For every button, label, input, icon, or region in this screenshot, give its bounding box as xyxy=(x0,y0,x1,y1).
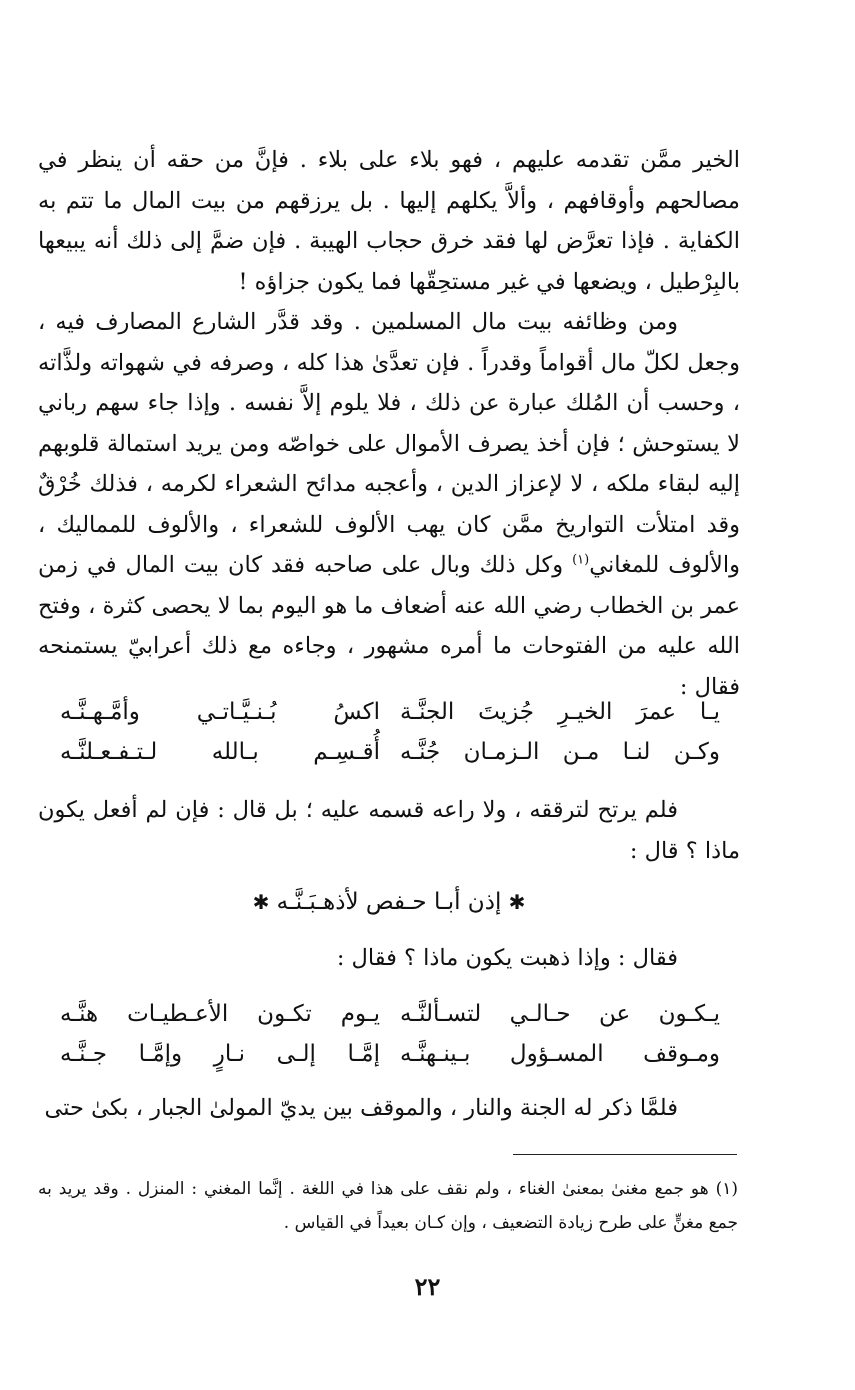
verse-hemistich-right: يـا عمرَ الخيـرِ جُزيتَ الجنَّـة xyxy=(400,699,720,725)
verse-hemistich-right: ومـوقف المسـؤول بـينـهنَّـه xyxy=(400,1041,720,1067)
footnote: (١) هو جمع مغنىٰ بمعنىٰ الغناء ، ولم نقف على هذا في اللغة . إنَّما المغني : المنزل . وقد يريد به جمع مغنٍّ على طرح زيادة التضعيف ، وإن كـان بعيداً في القياس . xyxy=(38,1179,738,1233)
verse-hemistich-left: اكسُ بُـنـيَّـاتـي وأمَّـهـنَّـه xyxy=(60,699,380,725)
poem-1 xyxy=(60,692,720,772)
paragraph-4: فقال : وإذا ذهبت يكون ماذا ؟ فقال : xyxy=(336,945,678,971)
centered-verse xyxy=(38,882,740,922)
verse-hemistich-left: إمَّـا إلـى نـارٍ وإمَّـا جـنَّـه xyxy=(60,1041,380,1067)
verse-line xyxy=(60,994,720,1034)
paragraph-1: الخير ممَّن تقدمه عليهم ، فهو بلاء على بلاء . فإنَّ من حقه أن ينظر في مصالحهم وأوقافهم ، وألاَّ يكلهم إليها . بل يرزقهم من بيت المال ما تتم به الكفاية . فإذا تعرَّض لها فقد خرق حجاب الهيبة . فإن ضمَّ إلى ذلك أنه يبيعها بالبِرْطيل ، ويضعها في غير مستحِقّها فما يكون جزاؤه ! xyxy=(38,147,740,295)
verse-hemistich-right: يـكـون عن حـالـي لتسـألنَّـه xyxy=(400,1001,720,1027)
verse-line xyxy=(60,692,720,732)
verse-hemistich-left: يـوم تكـون الأعـطيـات هنَّـه xyxy=(60,1001,380,1027)
paragraph-5: فلمَّا ذكر له الجنة والنار ، والموقف بين يديّ المولىٰ الجبار ، بكىٰ حتى xyxy=(44,1095,678,1121)
verse-line xyxy=(60,732,720,772)
star-ornament: ✱ xyxy=(252,890,270,914)
paragraph-2 xyxy=(38,302,740,707)
poem-2 xyxy=(60,994,720,1074)
paragraph-2-text-a: ومن وظائفه بيت مال المسلمين . وقد قدَّر الشارع المصارف فيه ، وجعل لكلّ مال أقواماً وقدراً . فإن تعدَّىٰ هذا كله ، وصرفه في شهواته ولذَّاته ، وحسب أن المُلك عبارة عن ذلك ، فلا يلوم إلاَّ نفسه . وإذا جاء سهم رباني لا يستوحش ؛ فإن أخذ يصرف الأموال على خواصّه ومن يريد استمالة قلوبهم إليه لبقاء ملكه ، لا لإعزاز الدين ، وأعجبه مدائح الشعراء لكرمه ، فذلك خُرْقٌ وقد امتلأت التواريخ ممَّن كان يهب الألوف للشعراء ، والألوف للمماليك ، والألوف للمغاني xyxy=(38,309,740,578)
verse-line xyxy=(60,1034,720,1074)
centered-verse-text: إذن أبـا حـفص لأذهـبَـنَّـه xyxy=(276,889,502,915)
footnote-marker: (١) xyxy=(572,552,590,568)
paragraph-2-text-b: وكل ذلك وبال على صاحبه فقد كان بيت المال في زمن عمر بن الخطاب رضي الله عنه أضعاف ما هو اليوم بما لا يحصى كثرة ، وفتح الله عليه من الفتوحات ما أمره مشهور ، وجاءه مع ذلك أعرابيّ يستمنحه فقال : xyxy=(38,552,740,700)
footnote-divider xyxy=(513,1154,737,1155)
paragraph-3: فلم يرتح لترققه ، ولا راعه قسمه عليه ؛ بل قال : فإن لم أفعل يكون ماذا ؟ قال : xyxy=(38,797,740,864)
verse-hemistich-left: أُقـسِـم بـالله لـتـفـعـلنَّـه xyxy=(60,739,380,765)
verse-hemistich-right: وكـن لنـا مـن الـزمـان جُنَّـه xyxy=(400,739,720,765)
page-number: ٢٢ xyxy=(414,1272,441,1301)
star-ornament: ✱ xyxy=(508,890,526,914)
